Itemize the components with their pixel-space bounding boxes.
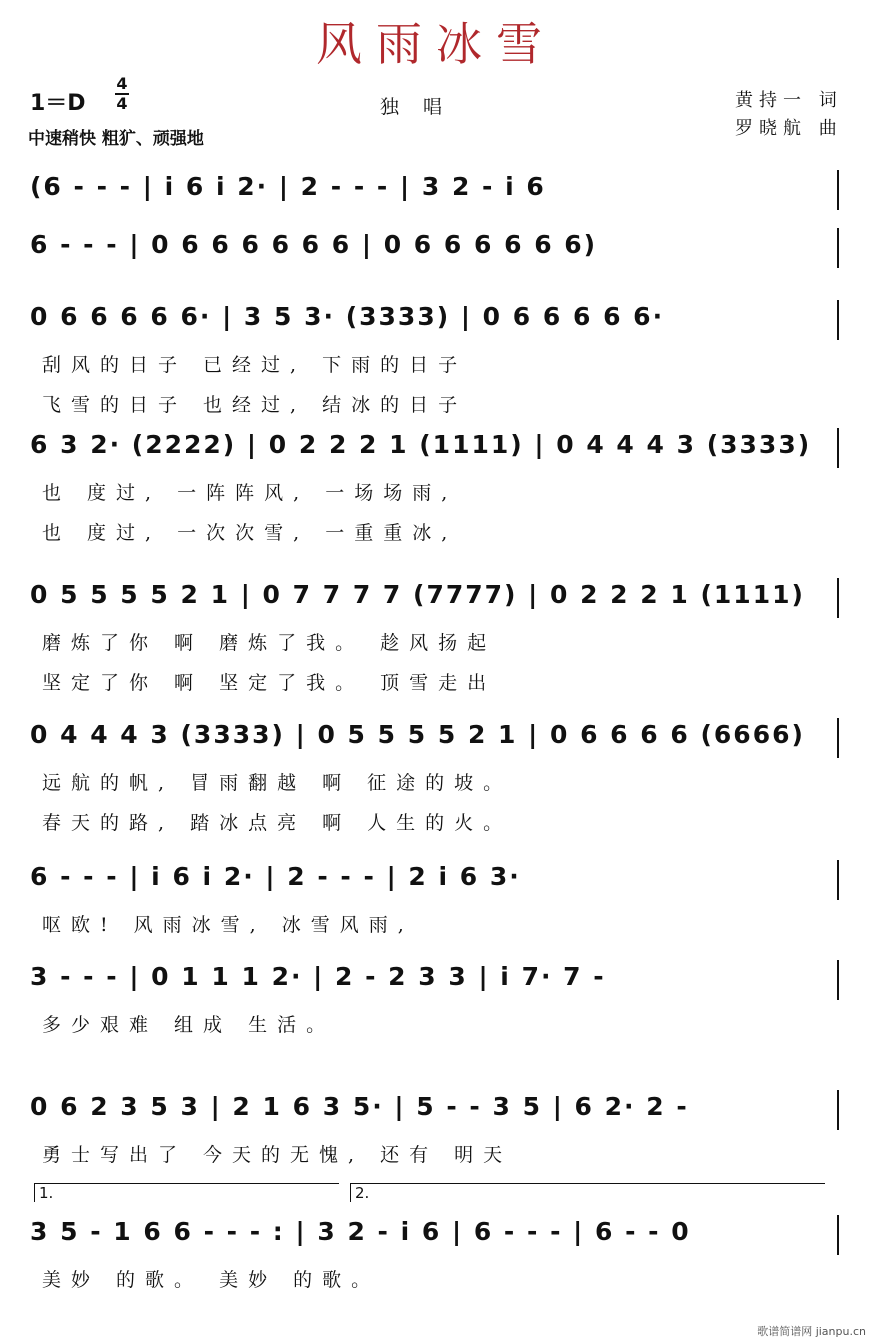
system-barline bbox=[30, 1215, 840, 1259]
system-barline bbox=[30, 428, 840, 472]
lyric-line: 多少艰难 组成 生活。 bbox=[42, 1014, 336, 1036]
system-barline bbox=[30, 300, 840, 344]
notation-system bbox=[30, 1215, 840, 1291]
system-barline bbox=[30, 228, 840, 272]
notation-line: 3 5 - 1 6 6 - - - : | 3 2 - i 6 | 6 - - - | 6 - - 0 bbox=[30, 1217, 691, 1246]
notation-line: 6 3 2· (2222) | 0 2 2 2 1 (1111) | 0 4 4 4 3 (3333) bbox=[30, 430, 812, 459]
meter-bottom: 4 bbox=[116, 94, 128, 113]
notation-system bbox=[30, 960, 840, 1036]
second-ending: 2. bbox=[350, 1183, 825, 1202]
notation-line: 0 6 6 6 6 6· | 3 5 3· (3333) | 0 6 6 6 6 6· bbox=[30, 302, 665, 331]
notation-line: 6 - - - | i 6 i 2· | 2 - - - | 2 i 6 3· bbox=[30, 862, 521, 891]
lyric-line: 磨炼了你 啊 磨炼了我。 趁风扬起 bbox=[42, 632, 497, 654]
performance-type: 独唱 bbox=[380, 96, 467, 118]
system-barline bbox=[30, 578, 840, 622]
notation-line: 0 5 5 5 5 2 1 | 0 7 7 7 7 (7777) | 0 2 2 2 1 (1111) bbox=[30, 580, 805, 609]
notation-line: 0 6 2 3 5 3 | 2 1 6 3 5· | 5 - - 3 5 | 6 2· 2 - bbox=[30, 1092, 689, 1121]
time-signature bbox=[115, 76, 129, 112]
tempo-marking: 中速稍快 粗犷、顽强地 bbox=[28, 129, 204, 149]
composer-credit: 罗晓航 曲 bbox=[735, 118, 843, 139]
system-barline bbox=[30, 718, 840, 762]
lyric-line: 坚定了你 啊 坚定了我。 顶雪走出 bbox=[42, 672, 497, 694]
lyric-line: 春天的路, 踏冰点亮 啊 人生的火。 bbox=[42, 812, 513, 834]
notation-system bbox=[30, 300, 840, 416]
lyricist-credit: 黄持一 词 bbox=[735, 90, 843, 111]
lyric-line: 刮风的日子 已经过, 下雨的日子 bbox=[42, 354, 468, 376]
notation-line: 0 4 4 4 3 (3333) | 0 5 5 5 5 2 1 | 0 6 6 6 6 (6666) bbox=[30, 720, 805, 749]
notation-system bbox=[30, 428, 840, 544]
system-barline bbox=[30, 960, 840, 1004]
system-barline bbox=[30, 1090, 840, 1134]
lyric-line: 飞雪的日子 也经过, 结冰的日子 bbox=[42, 394, 468, 416]
key-signature: 1＝D bbox=[30, 91, 86, 116]
notation-system bbox=[30, 1090, 840, 1166]
notation-line: (6 - - - | i 6 i 2· | 2 - - - | 3 2 - i 6 bbox=[30, 172, 546, 201]
notation-line: 3 - - - | 0 1 1 1 2· | 2 - 2 3 3 | i 7· 7 - bbox=[30, 962, 606, 991]
notation-system bbox=[30, 170, 840, 216]
notation-line: 6 - - - | 0 6 6 6 6 6 6 | 0 6 6 6 6 6 6) bbox=[30, 230, 598, 259]
lyric-line: 也 度过, 一次次雪, 一重重冰, bbox=[42, 522, 458, 544]
notation-system bbox=[30, 860, 840, 936]
notation-system bbox=[30, 578, 840, 694]
lyric-line: 勇士写出了 今天的无愧, 还有 明天 bbox=[42, 1144, 513, 1166]
lyric-line: 美妙 的歌。 美妙 的歌。 bbox=[42, 1269, 381, 1291]
lyric-line: 呕欧! 风雨冰雪, 冰雪风雨, bbox=[42, 914, 414, 936]
first-ending: 1. bbox=[34, 1183, 339, 1202]
notation-system bbox=[30, 718, 840, 834]
meter-top: 4 bbox=[116, 74, 128, 93]
lyric-line: 远航的帆, 冒雨翻越 啊 征途的坡。 bbox=[42, 772, 513, 794]
system-barline bbox=[30, 170, 840, 214]
notation-system bbox=[30, 228, 840, 274]
song-title: 风雨冰雪 bbox=[316, 17, 556, 71]
lyric-line: 也 度过, 一阵阵风, 一场场雨, bbox=[42, 482, 458, 504]
system-barline bbox=[30, 860, 840, 904]
watermark-footer: 歌谱简谱网 jianpu.cn bbox=[757, 1325, 866, 1338]
